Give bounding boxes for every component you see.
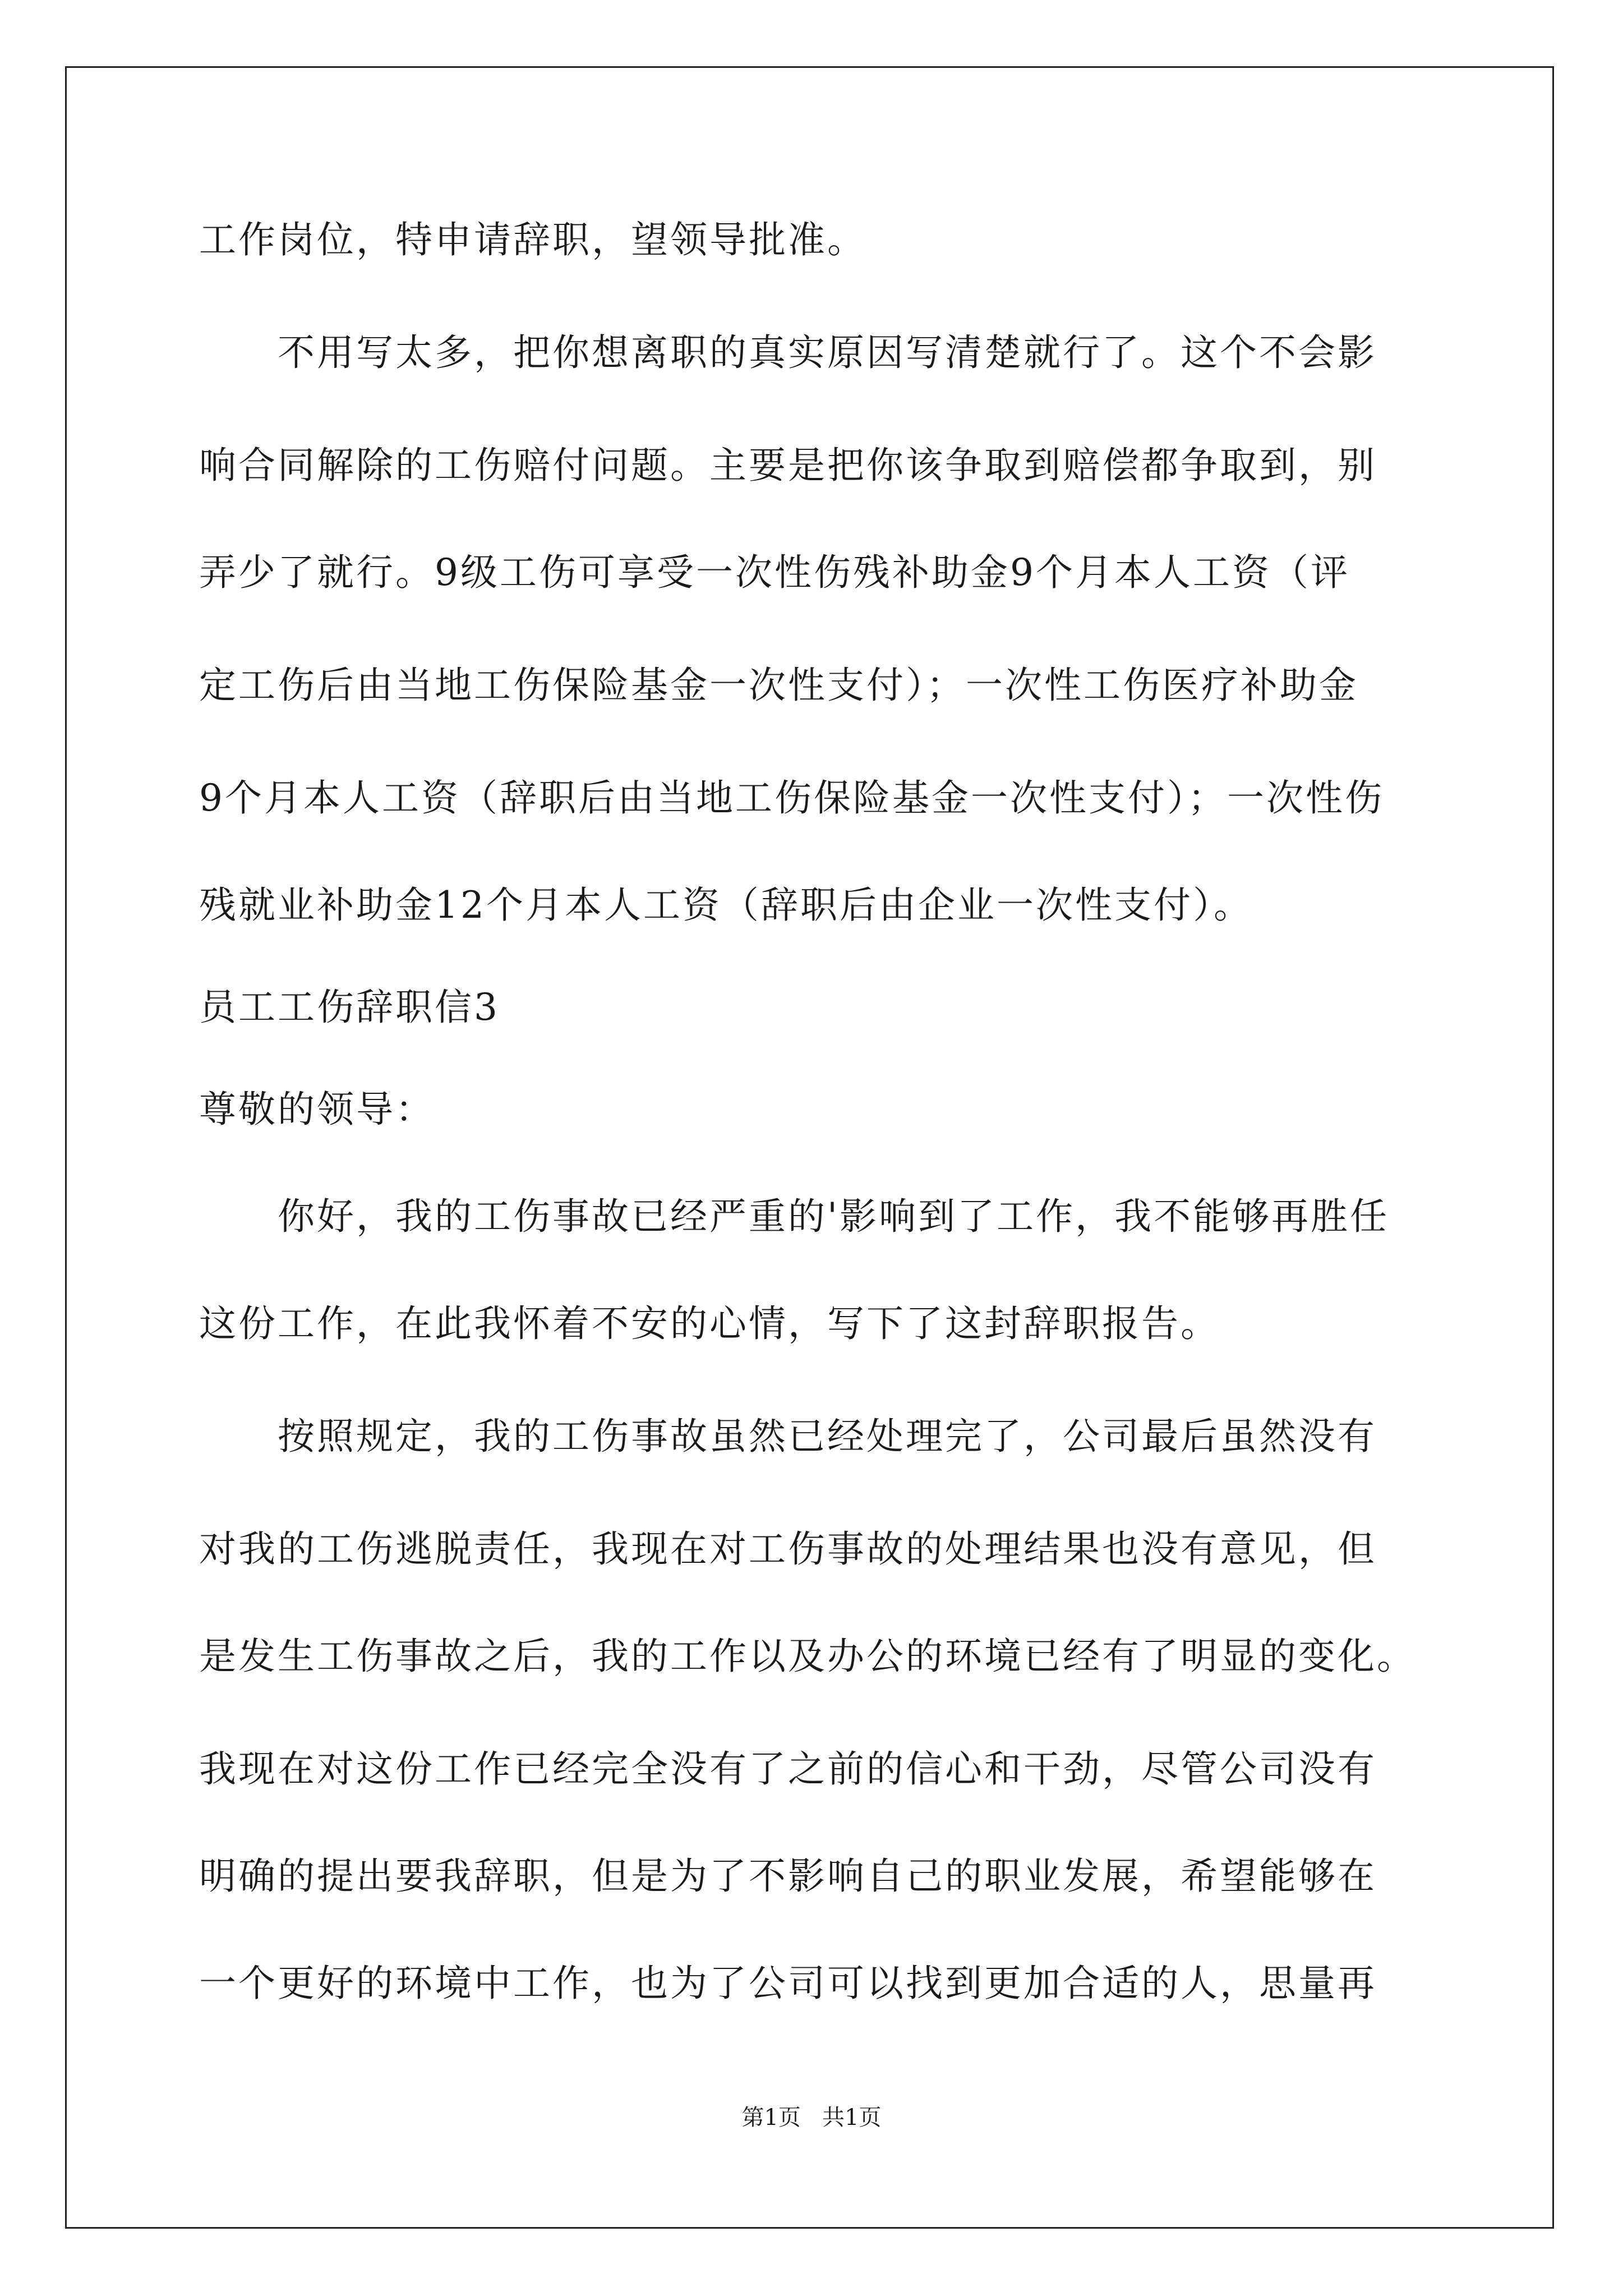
page-border	[65, 66, 1554, 2229]
text-line-13: 对我的工伤逃脱责任，我现在对工伤事故的处理结果也没有意见，但	[199, 1527, 1377, 1571]
text-line-2: 不用写太多，把你想离职的真实原因写清楚就行了。这个不会影	[199, 331, 1377, 374]
text-line-15: 我现在对这份工作已经完全没有了之前的信心和干劲，尽管公司没有	[199, 1747, 1377, 1791]
text-line-5: 定工伤后由当地工伤保险基金一次性支付）；一次性工伤医疗补助金	[199, 664, 1358, 707]
page-footer: 第1页 共1页	[741, 2105, 882, 2131]
text-line-10: 你好，我的工伤事故已经严重的'影响到了工作，我不能够再胜任	[199, 1195, 1390, 1238]
text-line-6: 9个月本人工资（辞职后由当地工伤保险基金一次性支付）；一次性伤	[199, 776, 1384, 820]
text-line-14: 是发生工伤事故之后，我的工作以及办公的环境已经有了明显的变化。	[199, 1635, 1416, 1678]
text-line-1: 工作岗位，特申请辞职，望领导批准。	[199, 218, 866, 261]
text-line-17: 一个更好的环境中工作，也为了公司可以找到更加合适的人，思量再	[199, 1962, 1377, 2005]
text-line-7: 残就业补助金12个月本人工资（辞职后由企业一次性支付）。	[199, 884, 1253, 927]
text-line-11: 这份工作，在此我怀着不安的心情，写下了这封辞职报告。	[199, 1302, 1220, 1345]
text-line-16: 明确的提出要我辞职，但是为了不影响自己的职业发展，希望能够在	[199, 1855, 1377, 1898]
text-line-12: 按照规定，我的工伤事故虽然已经处理完了，公司最后虽然没有	[199, 1415, 1377, 1458]
text-line-4: 弄少了就行。9级工伤可享受一次性伤残补助金9个月本人工资（评	[199, 551, 1350, 594]
salutation: 尊敬的领导：	[199, 1088, 435, 1131]
section-heading: 员工工伤辞职信3	[199, 986, 500, 1029]
text-line-3: 响合同解除的工伤赔付问题。主要是把你该争取到赔偿都争取到，别	[199, 444, 1377, 487]
